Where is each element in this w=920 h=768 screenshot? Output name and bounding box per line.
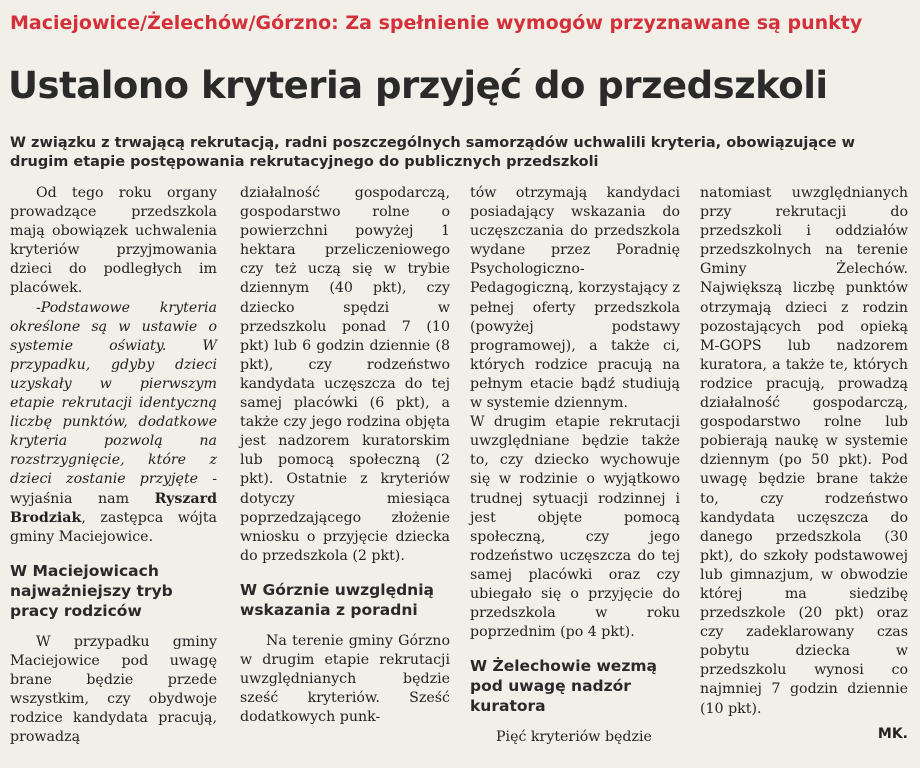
article-kicker: Maciejowice/Żelechów/Górzno: Za spełnienie wymogów przyznawane są punkty — [10, 12, 863, 34]
author-signature: MK. — [877, 725, 908, 742]
paragraph-quote — [10, 299, 217, 547]
paragraph: działalność gospodarczą, gospodarstwo rolne o powierzchni powyżej 1 hektara przeliczeniowego czy też uczą się w trybie dziennym (40 pkt), czy dziecko spędzi w przedszkolu ponad 7 (10 pkt) lub 6 godzin dziennie (8 pkt), czy rodzeństwo kandydata uczęszcza do tej samej placówki (6 pkt), a także czy jego rodzina objęta jest nadzorem kuratorskim lub pomocą społeczną (2 pkt). Ostatnie z kryteriów dotyczy miesiąca poprzedzającego złożenie wniosku o przyjęcie dziecka do przedszkola (2 pkt). — [240, 185, 450, 564]
paragraph: Od tego roku organy prowadzące przedszkola mają obowiązek uchwalenia kryteriów przyjmowania dzieci do podległych im placówek. — [10, 185, 217, 297]
article-column-1 — [10, 184, 217, 747]
paragraph: natomiast uwzględnianych przy rekrutacji do przedszkoli i oddziałów przedszkolnych na terenie Gminy Żelechów. Największą liczbę punktów otrzymają dzieci z rodzin pozostających pod opieką M-GOPS lub nadzorem kuratora, a także te, których rodzice pracują, prowadzą działalność gospodarczą, gospodarstwo rolne lub pobierają naukę w systemie dziennym (po 50 pkt). Pod uwagę będzie brane także to, czy rodzeństwo kandydata uczęszcza do danego przedszkola (30 pkt), do szkoły podstawowej lub gimnazjum, w obwodzie której ma siedzibę przedszkole (20 pkt) oraz czy zadeklarowany czas pobytu dziecka w przedszkolu wynosi co najmniej 7 godzin dziennie (10 pkt). — [700, 185, 908, 717]
article-headline: Ustalono kryteria przyjęć do przedszkoli — [8, 64, 828, 107]
article-lead: W związku z trwającą rekrutacją, radni poszczególnych samorządów uchwalili kryteria, obowiązujące w drugim etapie postępowania rekrutacyjnego do publicznych przedszkoli — [10, 135, 856, 170]
paragraph: W drugim etapie rekrutacji uwzględniane będzie także to, czy dziecko wychowuje się w rodzinie o wyjątkowo trudnej sytuacji rodzinnej i jest objęte pomocą społeczną, czy jego rodzeństwo uczęszcza do tej samej placówki oraz czy ubiegało się o przyjęcie do przedszkola w roku poprzednim (po 4 pkt). — [470, 414, 680, 641]
section-heading: W Górznie uwzględnią wskazania z poradni — [240, 580, 434, 619]
paragraph: Na terenie gminy Górzno w drugim etapie rekrutacji uwzględnianych będzie sześć kryteriów. Sześć dodatkowych punk- — [240, 632, 450, 726]
article-column-2 — [240, 184, 450, 727]
section-heading: W Maciejowicach najważniejszy tryb pracy rodziców — [10, 561, 173, 620]
paragraph: tów otrzymają kandydaci posiadający wskazania do uczęszczania do przedszkola wydane przez Poradnię Psychologiczno-Pedagogiczną, korzystający z pełnej oferty przedszkola (powyżej podstawy programowej), a także ci, których rodzice pracują na pełnym etacie bądź studiują w systemie dziennym. — [470, 185, 680, 412]
paragraph: W przypadku gminy Maciejowice pod uwagę brane będzie przede wszystkim, czy obydwoje rodzice kandydata pracują, prowadzą — [10, 633, 217, 746]
section-heading: W Żelechowie wezmą pod uwagę nadzór kuratora — [470, 657, 657, 716]
person-name: Ryszard Brodziak — [10, 490, 217, 526]
article-column-4 — [700, 184, 908, 744]
person-title: , zastępca wójta gminy Maciejowice. — [10, 509, 217, 545]
quote-text: -Podstawowe kryteria określone są w ustawie o systemie oświaty. W przypadku, gdyby dzieci uzyskały w pierwszym etapie rekrutacji identyczną liczbę punktów, dodatkowe kryteria pozwolą na rozstrzygnięcie, które z dzieci zostanie przyjęte — [10, 299, 217, 488]
paragraph: Pięć kryteriów będzie — [496, 729, 652, 746]
article-column-3 — [470, 184, 680, 747]
quote-attribution: -wyjaśnia nam — [10, 471, 217, 507]
